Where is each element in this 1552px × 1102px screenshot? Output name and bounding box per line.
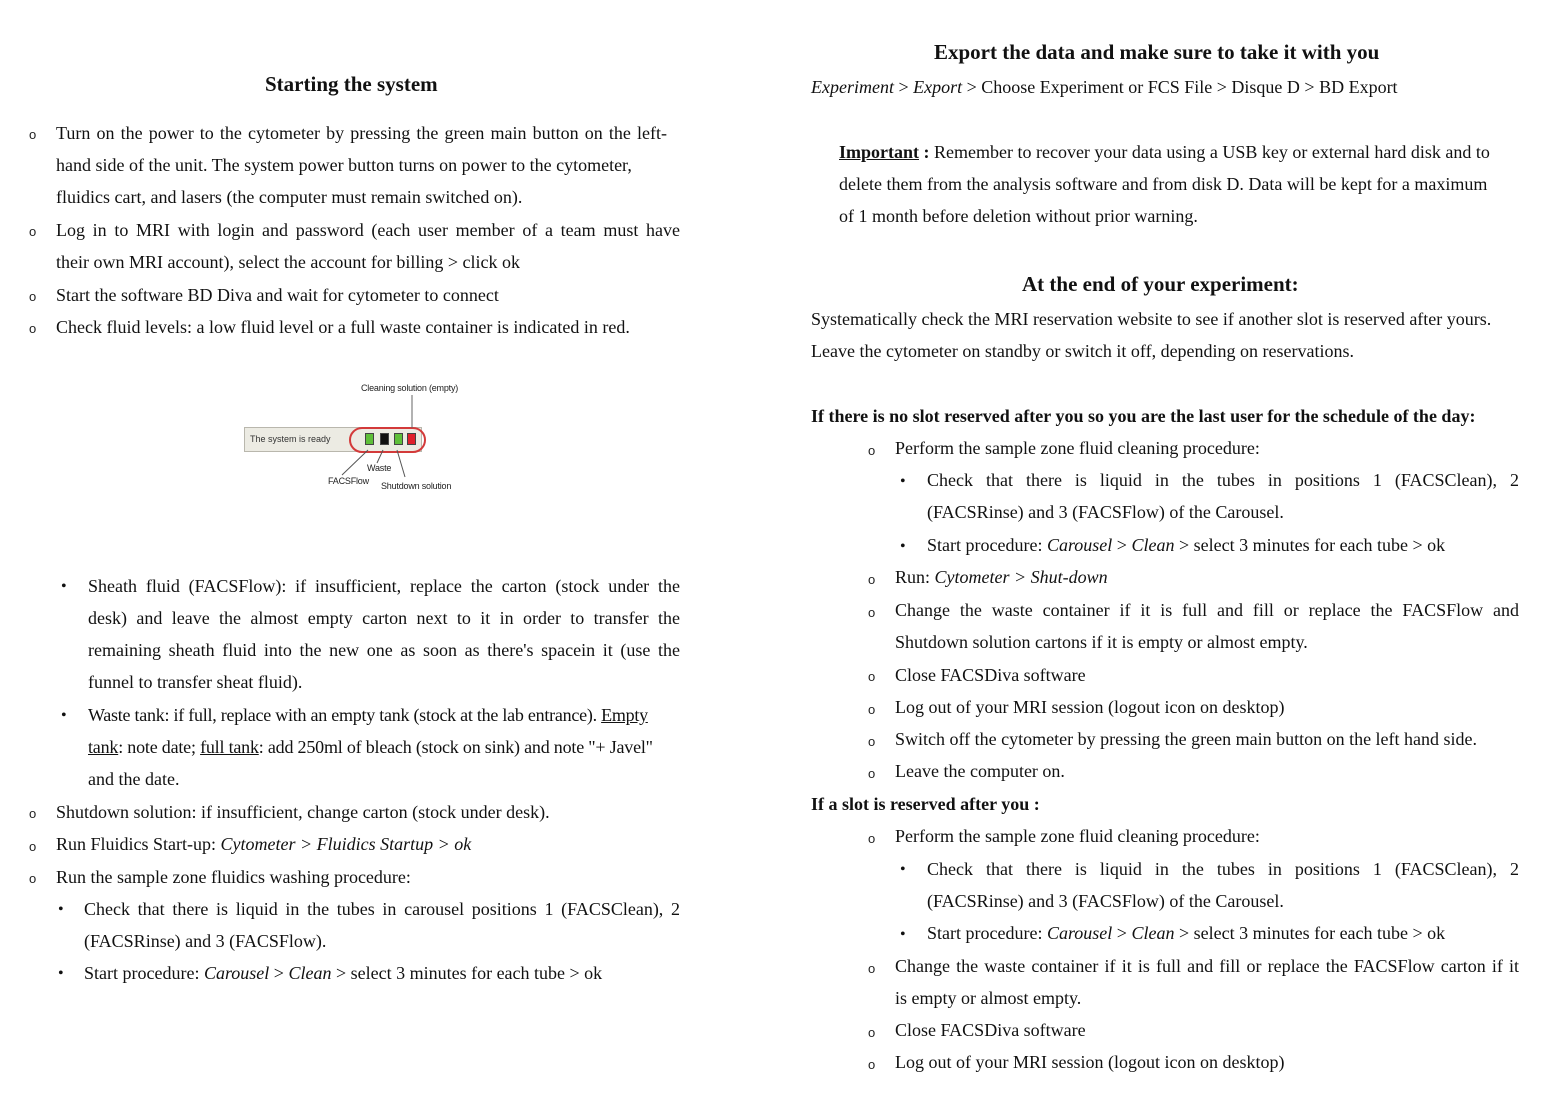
list-item-line: (FACSRinse) and 3 (FACSFlow). — [84, 931, 327, 951]
important-label: Important — [839, 142, 919, 162]
start-suffix: > select 3 minutes for each tube > ok — [331, 963, 603, 983]
circle-bullet-icon: o — [868, 961, 876, 976]
bullet-dot-icon: • — [900, 473, 906, 490]
circle-bullet-icon: o — [868, 1057, 876, 1072]
menu-path: Clean — [1131, 535, 1175, 555]
label-shutdown-solution: Shutdown solution — [381, 481, 452, 491]
list-item-line: Leave the computer on. — [895, 761, 1065, 781]
list-item-line: Log in to MRI with login and password (each user member of a team must have — [56, 220, 680, 240]
path-separator: > — [893, 77, 914, 97]
start-label: Start procedure: — [927, 535, 1047, 555]
section-title-end: At the end of your experiment: — [1022, 272, 1299, 296]
list-item-line: (FACSRinse) and 3 (FACSFlow) of the Carousel. — [927, 891, 1284, 911]
list-item-line: Log out of your MRI session (logout icon on desktop) — [895, 1052, 1285, 1072]
list-item-line: Check that there is liquid in the tubes in positions 1 (FACSClean), 2 — [927, 470, 1519, 490]
run-label: Run: — [895, 567, 935, 587]
bullet-dot-icon: • — [61, 578, 67, 595]
important-note-line: delete them from the analysis software and from disk D. Data will be kept for a maximum — [839, 174, 1488, 194]
start-label: Start procedure: — [927, 923, 1047, 943]
bullet-dot-icon: • — [58, 965, 64, 982]
underlined-term: tank — [88, 737, 119, 757]
bullet-dot-icon: • — [900, 538, 906, 555]
start-label: Start procedure: — [84, 963, 204, 983]
list-item-line: Perform the sample zone fluid cleaning procedure: — [895, 826, 1260, 846]
section-title-starting: Starting the system — [265, 72, 438, 96]
waste-text: Waste tank: if full, replace with an empty tank (stock at the lab entrance). — [88, 705, 602, 725]
list-item-line: Change the waste container if it is full and fill or replace the FACSFlow carton if it — [895, 956, 1519, 976]
list-item-line: Run the sample zone fluidics washing procedure: — [56, 867, 411, 887]
list-item-line — [56, 834, 471, 855]
important-note-line — [839, 142, 1490, 163]
menu-path: Carousel — [1046, 535, 1113, 555]
menu-path: Clean — [1131, 923, 1175, 943]
list-item-line — [895, 567, 1108, 588]
circle-bullet-icon: o — [29, 839, 37, 854]
status-text: The system is ready — [250, 434, 331, 444]
paragraph: Leave the cytometer on standby or switch it off, depending on reservations. — [811, 341, 1355, 361]
list-item-line — [927, 535, 1445, 556]
important-note-line: of 1 month before deletion without prior warning. — [839, 206, 1198, 226]
list-item-line: Perform the sample zone fluid cleaning procedure: — [895, 438, 1260, 458]
list-item-line: Switch off the cytometer by pressing the green main button on the left hand side. — [895, 729, 1478, 749]
important-colon: : — [919, 142, 930, 162]
callout-line-waste — [377, 450, 383, 463]
menu-path: Carousel — [203, 963, 270, 983]
label-cleaning-solution: Cleaning solution (empty) — [361, 383, 459, 393]
bullet-dot-icon: • — [61, 707, 67, 724]
list-item-line: (FACSRinse) and 3 (FACSFlow) of the Carousel. — [927, 502, 1284, 522]
path-separator: > — [269, 963, 289, 983]
bullet-dot-icon: • — [900, 926, 906, 943]
underlined-term: full tank — [200, 737, 259, 757]
circle-bullet-icon: o — [868, 605, 876, 620]
list-item-line — [88, 705, 648, 726]
list-item-line: fluidics cart, and lasers (the computer must remain switched on). — [56, 187, 523, 207]
list-item-line: Close FACSDiva software — [895, 665, 1086, 685]
menu-path: Cytometer > Shut-down — [934, 567, 1108, 587]
path-separator: > — [1112, 535, 1132, 555]
circle-bullet-icon: o — [868, 669, 876, 684]
waste-text: : add 250ml of bleach (stock on sink) and note "+ Javel" — [258, 737, 653, 757]
underlined-term: Empty — [601, 705, 648, 725]
list-item-line — [84, 963, 602, 984]
subheading-last-user: If there is no slot reserved after you so you are the last user for the schedule of the day: — [811, 406, 1476, 426]
label-facsflow: FACSFlow — [328, 476, 369, 486]
list-item-line: Log out of your MRI session (logout icon on desktop) — [895, 697, 1285, 717]
circle-bullet-icon: o — [29, 806, 37, 821]
important-text: Remember to recover your data using a USB key or external hard disk and to — [929, 142, 1490, 162]
circle-bullet-icon: o — [868, 1025, 876, 1040]
circle-bullet-icon: o — [29, 289, 37, 304]
menu-path: Export — [913, 77, 963, 97]
bullet-dot-icon: • — [58, 901, 64, 918]
list-item-line: Check that there is liquid in the tubes in carousel positions 1 (FACSClean), 2 — [84, 899, 680, 919]
circle-bullet-icon: o — [29, 224, 37, 239]
callout-line-shutdown — [397, 450, 405, 477]
menu-path: Experiment — [811, 77, 894, 97]
menu-path: Carousel — [1046, 923, 1113, 943]
export-path — [811, 77, 1398, 98]
list-item-line: Sheath fluid (FACSFlow): if insufficient, replace the carton (stock under the — [88, 576, 680, 596]
circle-bullet-icon: o — [868, 443, 876, 458]
circle-bullet-icon: o — [868, 766, 876, 781]
section-title-export: Export the data and make sure to take it with you — [934, 40, 1380, 64]
label-waste: Waste — [367, 463, 392, 473]
list-item-line: Check fluid levels: a low fluid level or a full waste container is indicated in red. — [56, 317, 630, 337]
list-item-line: Start the software BD Diva and wait for cytometer to connect — [56, 285, 499, 305]
callout-line-facsflow — [342, 450, 368, 475]
list-item-line: Shutdown solution cartons if it is empty or almost empty. — [895, 632, 1308, 652]
menu-path: Clean — [288, 963, 332, 983]
list-item-line: their own MRI account), select the account for billing > click ok — [56, 252, 521, 272]
waste-text: : note date; — [118, 737, 201, 757]
list-item-line: remaining sheath fluid into the new one as soon as there's spacein it (use the — [88, 640, 680, 660]
list-item-line: Close FACSDiva software — [895, 1020, 1086, 1040]
start-suffix: > select 3 minutes for each tube > ok — [1174, 535, 1446, 555]
export-path-rest: > Choose Experiment or FCS File > Disque D > BD Export — [962, 77, 1398, 97]
list-item-line: hand side of the unit. The system power button turns on power to the cytometer, — [56, 155, 632, 175]
circle-bullet-icon: o — [868, 831, 876, 846]
circle-bullet-icon: o — [868, 702, 876, 717]
paragraph: Systematically check the MRI reservation website to see if another slot is reserved after yours. — [811, 309, 1492, 329]
circle-bullet-icon: o — [868, 734, 876, 749]
list-item-line — [927, 923, 1445, 944]
menu-path: Cytometer > Fluidics Startup > ok — [220, 834, 472, 854]
bullet-dot-icon: • — [900, 861, 906, 878]
list-item-line: is empty or almost empty. — [895, 988, 1082, 1008]
circle-bullet-icon: o — [29, 127, 37, 142]
list-item-line: desk) and leave the almost empty carton next to it in order to transfer the — [88, 608, 680, 628]
list-item-line: Change the waste container if it is full and fill or replace the FACSFlow and — [895, 600, 1519, 620]
list-item-line: Shutdown solution: if insufficient, change carton (stock under desk). — [56, 802, 550, 822]
start-suffix: > select 3 minutes for each tube > ok — [1174, 923, 1446, 943]
list-item-line: Turn on the power to the cytometer by pressing the green main button on the left- — [56, 123, 667, 143]
circle-bullet-icon: o — [29, 871, 37, 886]
subheading-slot-reserved: If a slot is reserved after you : — [811, 794, 1040, 814]
list-item-line — [88, 737, 653, 758]
circle-bullet-icon: o — [868, 572, 876, 587]
path-separator: > — [1112, 923, 1132, 943]
list-item-line: Check that there is liquid in the tubes in positions 1 (FACSClean), 2 — [927, 859, 1519, 879]
list-item-line: and the date. — [88, 769, 180, 789]
circle-bullet-icon: o — [29, 321, 37, 336]
list-item-line: funnel to transfer sheat fluid). — [88, 672, 303, 692]
fluidics-label: Run Fluidics Start-up: — [56, 834, 221, 854]
